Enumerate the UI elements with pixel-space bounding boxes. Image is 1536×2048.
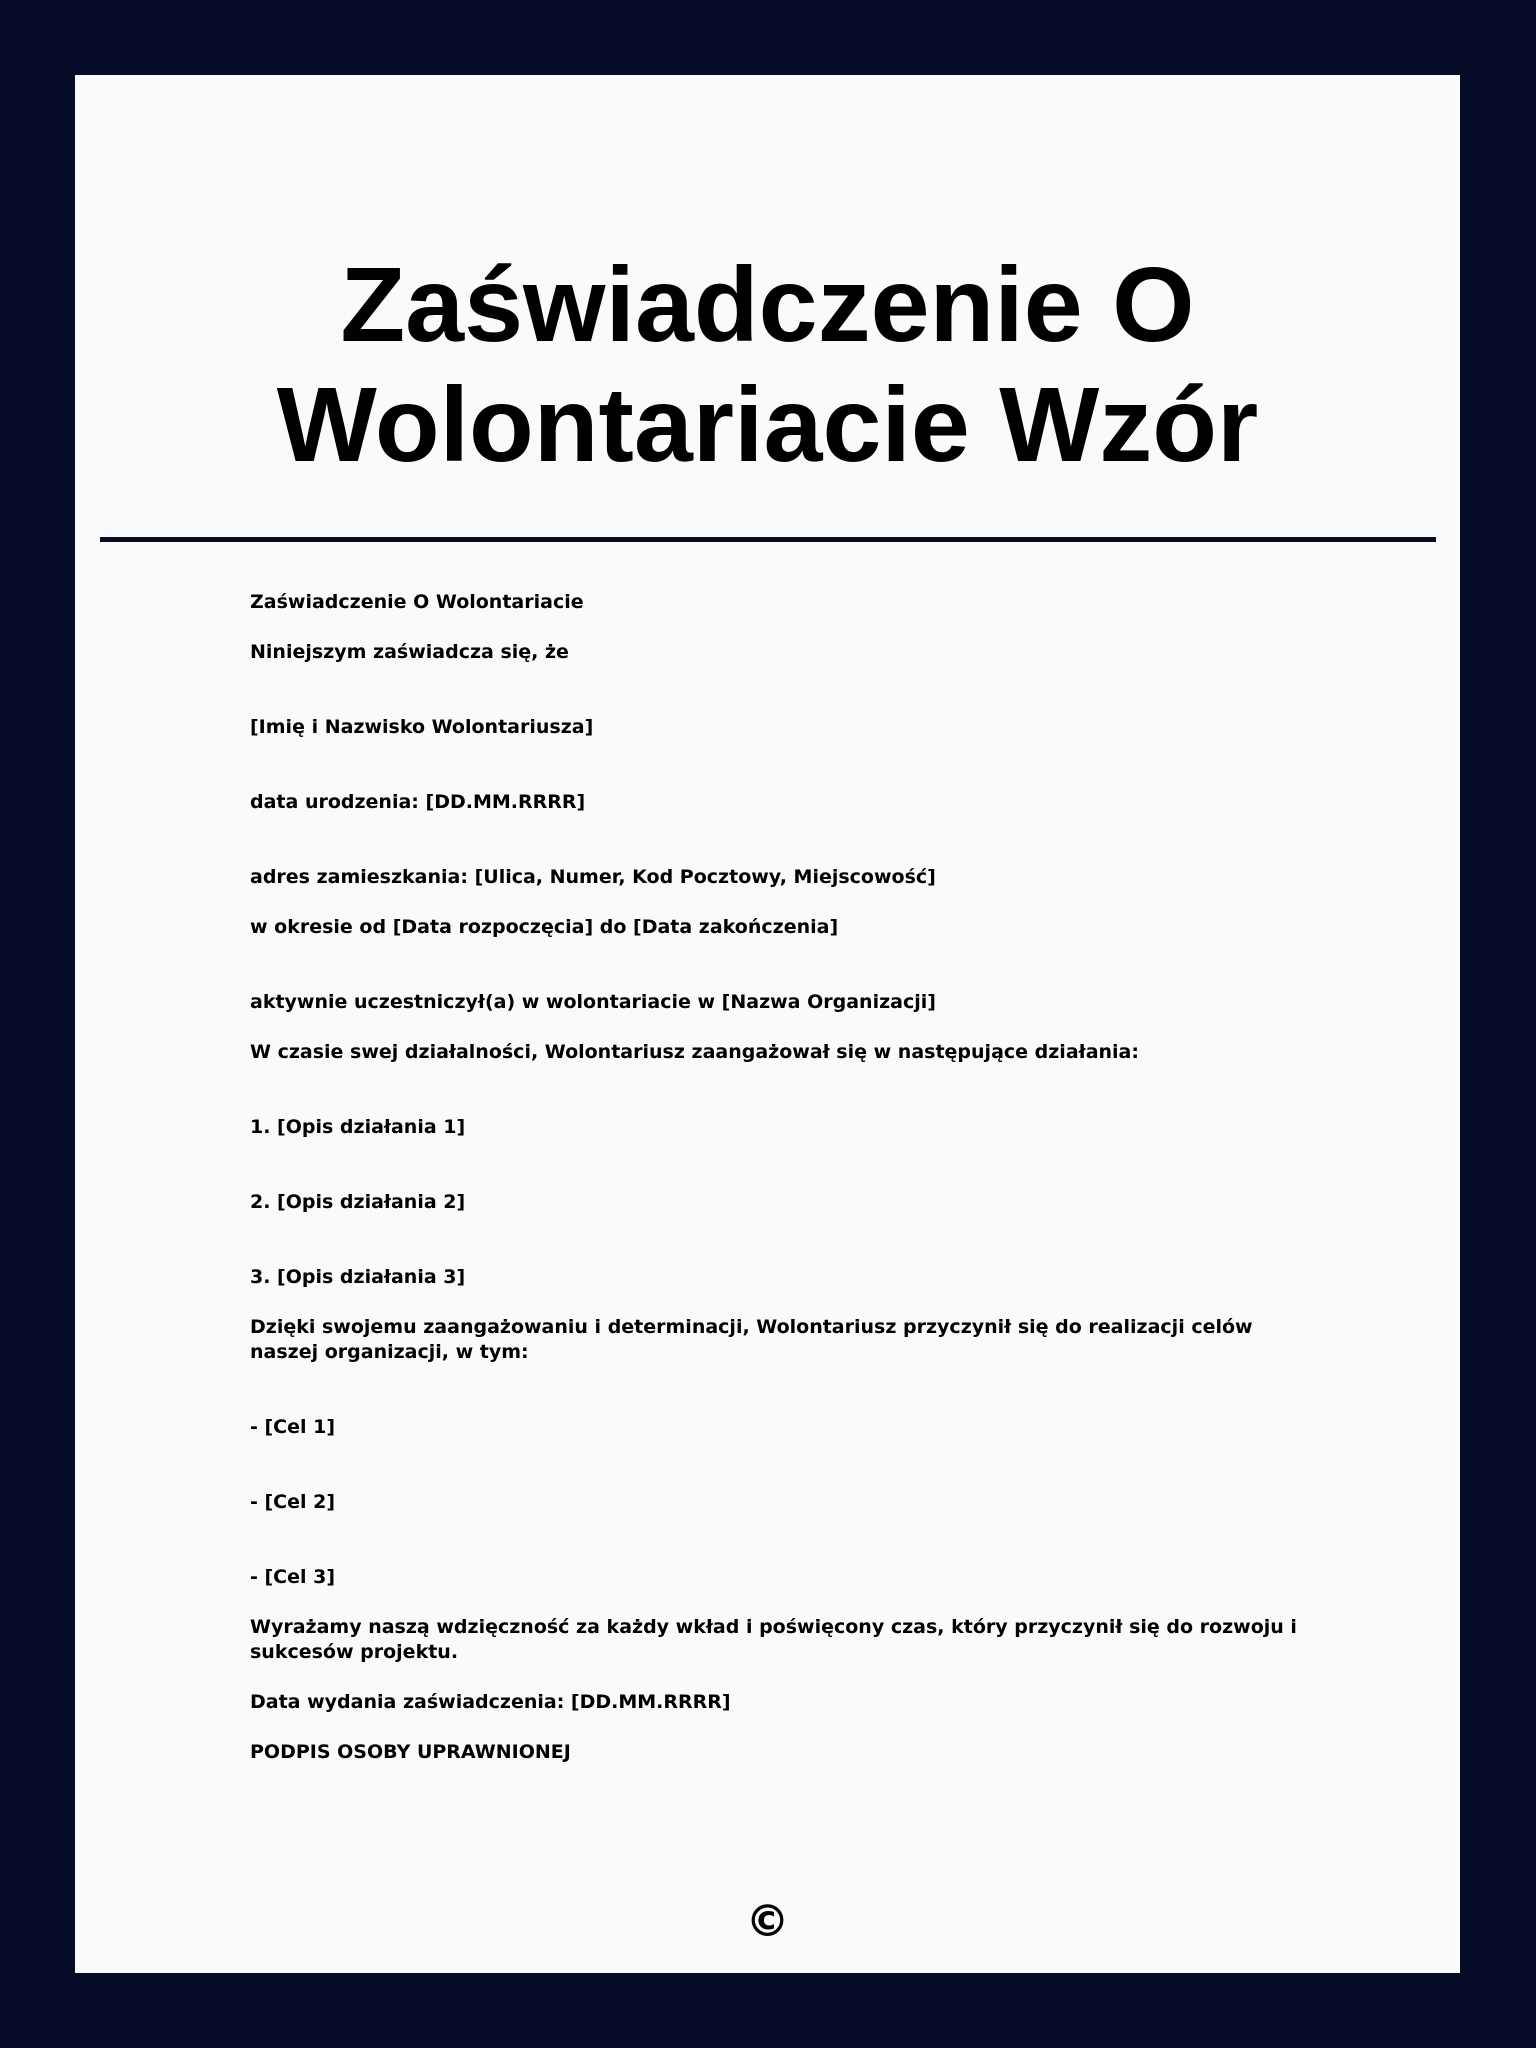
volunteer-name-placeholder: [Imię i Nazwisko Wolontariusza] [250, 716, 594, 738]
document-title: Zaświadczenie O Wolontariacie Wzór [276, 246, 1259, 484]
thanks-paragraph: Wyrażamy naszą wdzięczność za każdy wkład i poświęcony czas, który przyczynił się do rozwoju i sukcesów projektu. [250, 1616, 1297, 1663]
activity-item-2: 2. [Opis działania 2] [250, 1191, 466, 1213]
birth-date-line: data urodzenia: [DD.MM.RRRR] [250, 791, 586, 813]
goal-item-3: - [Cel 3] [250, 1566, 336, 1588]
participation-line: aktywnie uczestniczył(a) w wolontariacie w [Nazwa Organizacji] [250, 991, 936, 1013]
goal-item-2: - [Cel 2] [250, 1491, 336, 1513]
certificate-page [75, 75, 1460, 1973]
activity-item-3: 3. [Opis działania 3] [250, 1266, 466, 1288]
title-divider [100, 537, 1436, 542]
period-line: w okresie od [Data rozpoczęcia] do [Data zakończenia] [250, 916, 839, 938]
goal-item-1: - [Cel 1] [250, 1416, 336, 1438]
intro-text: Niniejszym zaświadcza się, że [250, 641, 569, 663]
goals-intro: Dzięki swojemu zaangażowaniu i determinacji, Wolontariusz przyczynił się do realizacji celów naszej organizacji, w tym: [250, 1316, 1253, 1363]
copyright-icon: © [745, 1896, 790, 1947]
issue-date-line: Data wydania zaświadczenia: [DD.MM.RRRR] [250, 1691, 731, 1713]
address-line: adres zamieszkania: [Ulica, Numer, Kod Pocztowy, Miejscowość] [250, 866, 936, 888]
body-heading: Zaświadczenie O Wolontariacie [250, 591, 584, 613]
signature-line: PODPIS OSOBY UPRAWNIONEJ [250, 1741, 571, 1763]
activity-item-1: 1. [Opis działania 1] [250, 1116, 466, 1138]
activities-intro: W czasie swej działalności, Wolontariusz zaangażował się w następujące działania: [250, 1041, 1139, 1063]
